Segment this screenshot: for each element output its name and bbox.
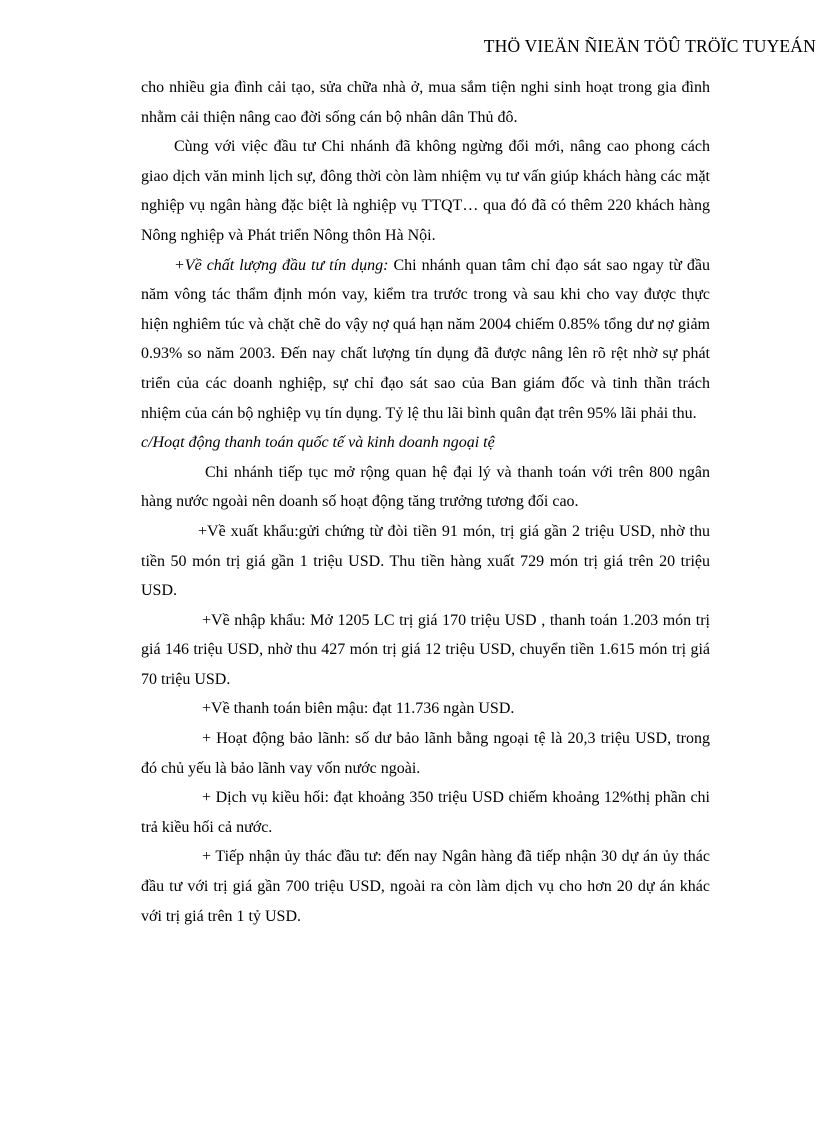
paragraph-trust-investment — [141, 842, 710, 931]
paragraph-text: Cùng với việc đầu tư Chi nhánh đã không ngừng đổi mới, nâng cao phong cách giao dịch văn minh lịch sự, đông thời còn làm nhiệm vụ tư vấn giúp khách hàng các mặt nghiệp vụ ngân hàng đặc biệt là nghiệp vụ TTQT… qua đó đã có thêm 220 khách hàng Nông nghiệp và Phát triển Nông thôn Hà Nội. — [141, 138, 710, 244]
paragraph-credit-quality — [141, 251, 710, 429]
paragraph-service-innovation — [141, 132, 710, 250]
paragraph-text: +Về xuất khẩu:gửi chứng từ đòi tiền 91 món, trị giá gần 2 triệu USD, nhờ thu tiền 50 món trị giá gần 1 triệu USD. Thu tiền hàng xuất 729 món trị giá trên 20 triệu USD. — [141, 522, 710, 600]
paragraph-text: + Tiếp nhận ủy thác đầu tư: đến nay Ngân hàng đã tiếp nhận 30 dự án ủy thác đầu tư với trị giá gần 700 triệu USD, ngoài ra còn làm dịch vụ cho hơn 20 dự án khác với trị giá trên 1 tỷ USD. — [141, 848, 710, 925]
paragraph-text: Chi nhánh tiếp tục mở rộng quan hệ đại lý và thanh toán với trên 800 ngân hàng nước ngoài nên doanh số hoạt động tăng trưởng tương đối cao. — [141, 463, 710, 511]
section-heading-text: c/Hoạt động thanh toán quốc tế và kinh doanh ngoại tệ — [141, 434, 495, 452]
paragraph-text: cho nhiều gia đình cải tạo, sửa chữa nhà ở, mua sắm tiện nghi sinh hoạt trong gia đình nhằm cải thiện nâng cao đời sống cán bộ nhân dân Thủ đô. — [141, 79, 710, 126]
paragraph-text: Chi nhánh quan tâm chỉ đạo sát sao ngay từ đầu năm vông tác thẩm định món vay, kiểm tra trước trong và sau khi cho vay được thực hiện nghiêm túc và chặt chẽ do vậy nợ quá hạn năm 2004 chiếm 0.85% tổng dư nợ giảm 0.93% so năm 2003. Đến nay chất lượng tín dụng đã được nâng lên rõ rệt nhờ sự phát triển của các doanh nghiệp, sự chỉ đạo sát sao của Ban giám đốc và tinh thần trách nhiệm của cán bộ nghiệp vụ tín dụng. Tỷ lệ thu lãi bình quân đạt trên 95% lãi phải thu. — [141, 256, 710, 422]
paragraph-imports — [141, 606, 710, 695]
paragraph-border-trade — [141, 694, 710, 724]
paragraph-housing-loans — [141, 73, 710, 132]
page-header — [484, 36, 816, 57]
paragraph-guarantees — [141, 724, 710, 783]
paragraph-lead: +Về chất lượng đầu tư tín dụng: — [174, 256, 389, 274]
section-heading — [141, 428, 710, 458]
paragraph-correspondent-banks — [141, 458, 710, 517]
paragraph-remittances — [141, 783, 710, 842]
paragraph-text: +Về nhập khẩu: Mở 1205 LC trị giá 170 triệu USD , thanh toán 1.203 món trị giá 146 triệu USD, nhờ thu 427 món trị giá 12 triệu USD, chuyển tiền 1.615 món trị giá 70 triệu USD. — [141, 611, 710, 688]
paragraph-text: + Dịch vụ kiều hối: đạt khoảng 350 triệu USD chiếm khoảng 12%thị phần chi trả kiều hối cả nước. — [141, 789, 710, 836]
paragraph-exports — [141, 517, 710, 606]
paragraph-text: + Hoạt động bảo lãnh: số dư bảo lãnh bằng ngoại tệ là 20,3 triệu USD, trong đó chủ yếu là bảo lãnh vay vốn nước ngoài. — [141, 730, 710, 777]
header-title: THÖ VIEÄN ÑIEÄN TÖÛ TRÖÏC TUYEÁN — [483, 36, 816, 56]
paragraph-text: +Về thanh toán biên mậu: đạt 11.736 ngàn USD. — [202, 700, 515, 718]
document-body — [141, 73, 710, 931]
